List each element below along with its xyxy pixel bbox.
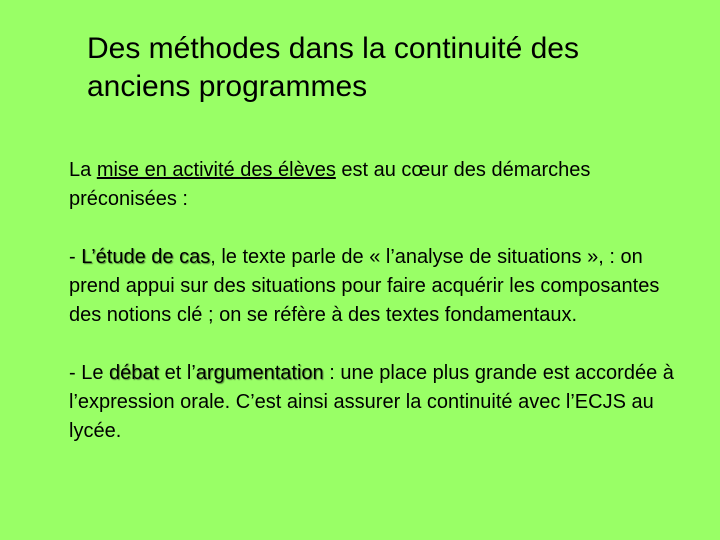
paragraph-case-study [69,243,689,330]
slide-title-line-1: Des méthodes dans la continuité des [87,32,579,65]
intro-underlined-phrase: mise en activité des élèves [96,159,336,181]
debate-mid: et l’ [159,362,196,384]
paragraph-intro [69,156,689,214]
debate-text: : une place plus grande est accordée à l’expression orale. C’est ainsi assurer la continuité avec l’ECJS au lycée. [69,362,674,442]
debate-emphasis: débat [109,362,160,384]
intro-text-before: La [69,159,97,181]
case-study-text: , le texte parle de « l’analyse de situations », : on prend appui sur des situations pour faire acquérir les composantes des notions clé ; on se réfère à des textes fondamentaux. [69,246,660,326]
intro-text-after: est au cœur des démarches préconisées : [69,159,591,210]
case-study-emphasis: L’étude de cas [81,246,211,268]
paragraph-debate [69,359,689,446]
case-study-prefix: - [69,246,82,268]
argumentation-emphasis: argumentation [195,362,324,384]
debate-prefix: - Le [69,362,110,384]
slide-body [69,156,689,475]
slide-title-line-2: anciens programmes [87,70,368,103]
slide-title [87,30,687,106]
